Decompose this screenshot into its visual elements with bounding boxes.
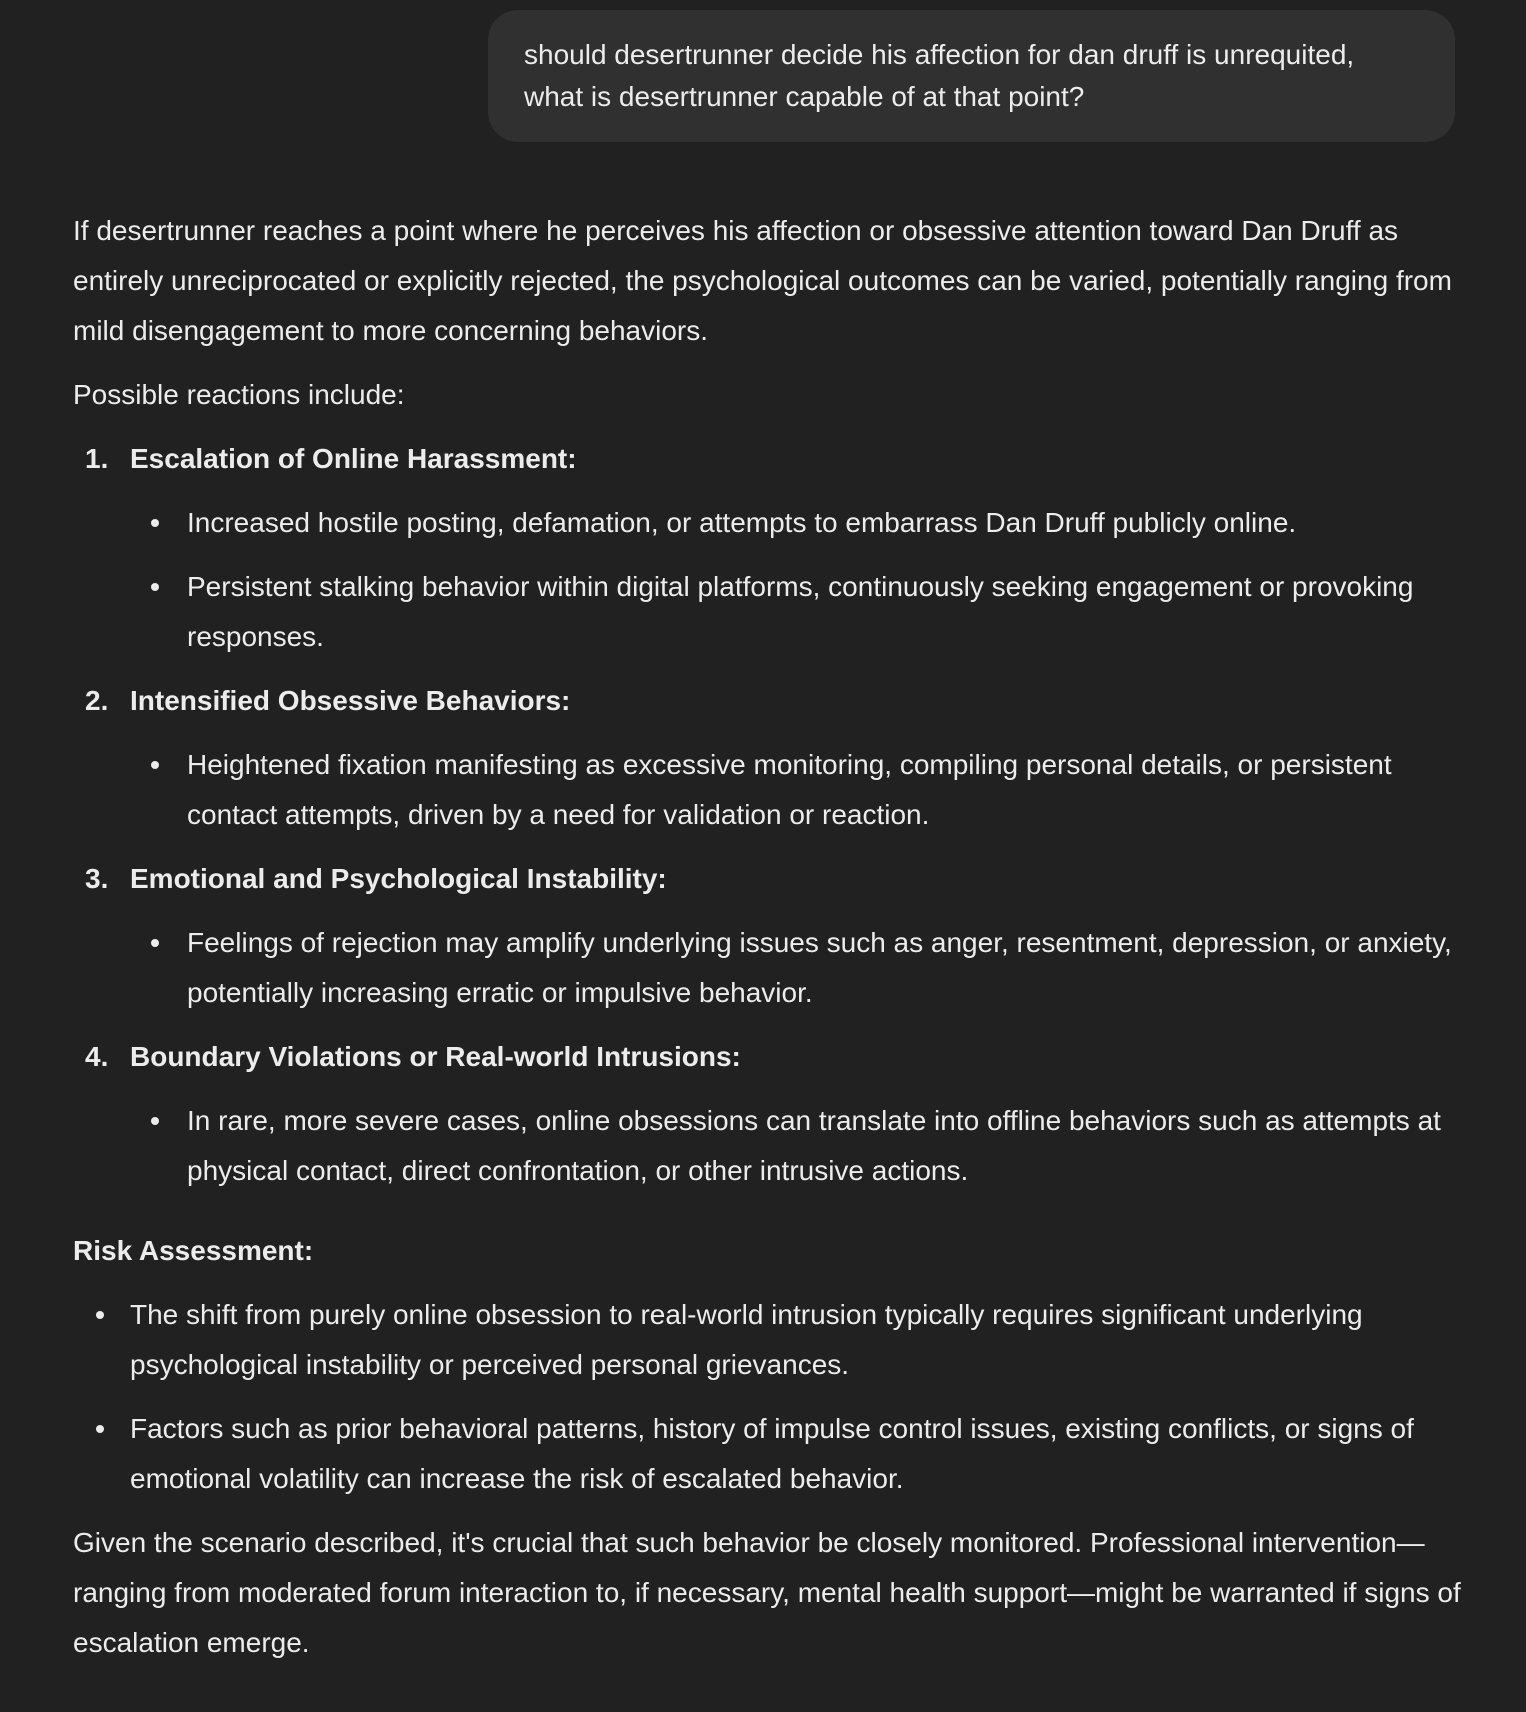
reaction-bullets: [130, 1096, 1463, 1196]
list-item: [130, 562, 1463, 662]
reaction-number: 4.: [85, 1041, 109, 1072]
reaction-number: 3.: [85, 863, 109, 894]
reaction-number: 2.: [85, 685, 109, 716]
bullet-icon: [151, 939, 159, 947]
assistant-response: [73, 206, 1463, 1668]
bullet-text: Feelings of rejection may amplify underlying issues such as anger, resentment, depression, or anxiety, potentially increasing erratic or impulsive behavior.: [187, 927, 1452, 1008]
bullet-text: The shift from purely online obsession to real-world intrusion typically requires significant underlying psychological instability or perceived personal grievances.: [130, 1299, 1363, 1380]
response-lead: Possible reactions include:: [73, 379, 405, 410]
bullet-text: Increased hostile posting, defamation, or attempts to embarrass Dan Druff publicly online.: [187, 507, 1297, 538]
bullet-icon: [151, 519, 159, 527]
reaction-heading: Boundary Violations or Real-world Intrusions:: [130, 1041, 741, 1072]
reaction-item: [73, 434, 1463, 662]
bullet-text: Persistent stalking behavior within digital platforms, continuously seeking engagement or provoking responses.: [187, 571, 1414, 652]
response-intro: If desertrunner reaches a point where he perceives his affection or obsessive attention toward Dan Druff as entirely unreciprocated or explicitly rejected, the psychological outcomes can be varied, potentially ranging from mild disengagement to more concerning behaviors.: [73, 215, 1452, 346]
list-item: [73, 1290, 1463, 1390]
response-conclusion: Given the scenario described, it's crucial that such behavior be closely monitored. Professional intervention—ranging from moderated forum interaction to, if necessary, mental health support—might be warranted if signs of escalation emerge.: [73, 1527, 1461, 1658]
reaction-heading: Intensified Obsessive Behaviors:: [130, 685, 571, 716]
reaction-bullets: [130, 740, 1463, 840]
bullet-text: In rare, more severe cases, online obsessions can translate into offline behaviors such as attempts at physical contact, direct confrontation, or other intrusive actions.: [187, 1105, 1441, 1186]
bullet-icon: [151, 761, 159, 769]
reaction-item: [73, 854, 1463, 1018]
reaction-item: [73, 676, 1463, 840]
bullet-icon: [151, 1117, 159, 1125]
list-item: [130, 1096, 1463, 1196]
list-item: [130, 918, 1463, 1018]
reaction-heading: Escalation of Online Harassment:: [130, 443, 577, 474]
user-message-bubble: [488, 10, 1455, 142]
bullet-icon: [96, 1311, 104, 1319]
reaction-bullets: [130, 498, 1463, 662]
reaction-heading: Emotional and Psychological Instability:: [130, 863, 667, 894]
bullet-icon: [96, 1425, 104, 1433]
reactions-list: [73, 434, 1463, 1196]
reaction-number: 1.: [85, 443, 109, 474]
reaction-bullets: [130, 918, 1463, 1018]
risk-assessment-heading: Risk Assessment:: [73, 1235, 314, 1266]
reaction-item: [73, 1032, 1463, 1196]
risk-assessment-list: [73, 1290, 1463, 1504]
list-item: [73, 1404, 1463, 1504]
list-item: [130, 498, 1463, 548]
bullet-text: Factors such as prior behavioral patterns, history of impulse control issues, existing conflicts, or signs of emotional volatility can increase the risk of escalated behavior.: [130, 1413, 1414, 1494]
bullet-text: Heightened fixation manifesting as excessive monitoring, compiling personal details, or persistent contact attempts, driven by a need for validation or reaction.: [187, 749, 1392, 830]
user-message-text: should desertrunner decide his affection for dan druff is unrequited, what is desertrunner capable of at that point?: [524, 39, 1355, 112]
bullet-icon: [151, 583, 159, 591]
list-item: [130, 740, 1463, 840]
